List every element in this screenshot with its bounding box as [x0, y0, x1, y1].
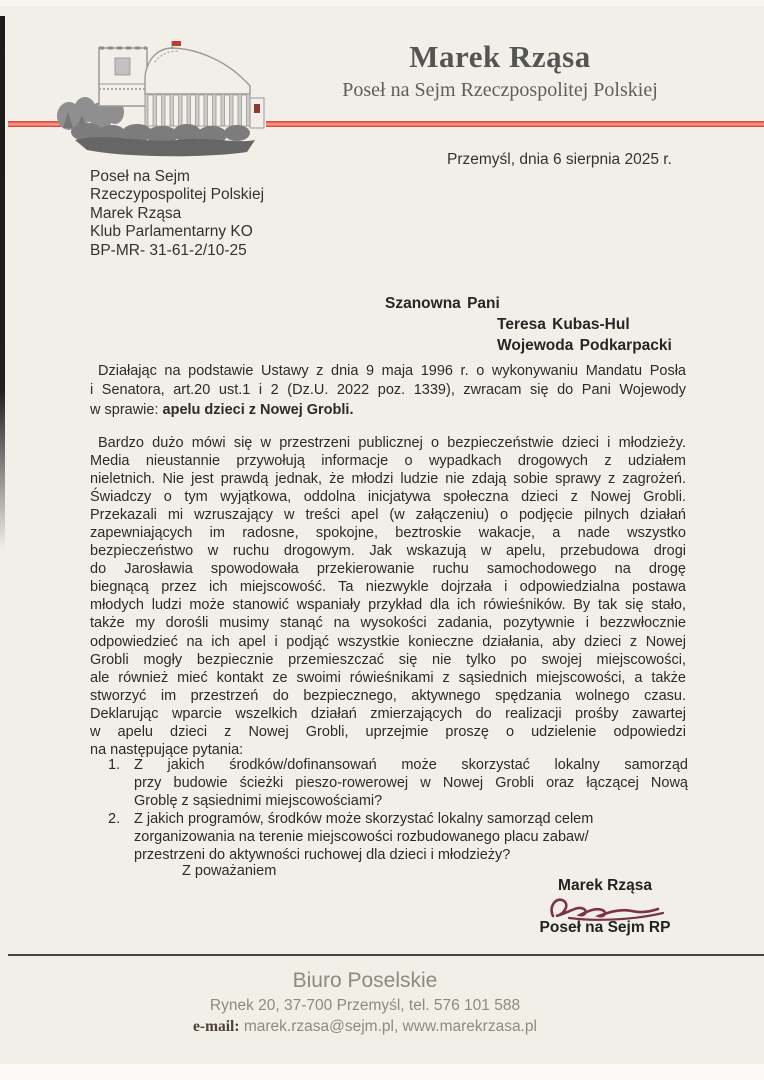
- footer-divider: [8, 954, 764, 956]
- question-item-1: [108, 756, 688, 810]
- handwritten-signature-icon: [541, 894, 669, 922]
- scan-edge-left: [0, 16, 5, 550]
- signature-title: Poseł na Sejm RP: [539, 919, 671, 936]
- signature-block: [510, 877, 700, 937]
- scan-edge-top: [0, 0, 764, 6]
- subject-bold: apelu dzieci z Nowej Grobli.: [162, 401, 354, 418]
- recipient-salutation: Szanowna Pani: [385, 295, 500, 312]
- signature-name: Marek Rząsa: [558, 877, 652, 894]
- email-value: marek.rzasa@sejm.pl, www.marekrzasa.pl: [243, 1018, 537, 1035]
- sender-block: Poseł na Sejm Rzeczypospolitej Polskiej Marek Rząsa Klub Parlamentarny KO BP-MR- 31-61-2/10-25: [90, 168, 265, 259]
- question-1-marker: 1.: [108, 757, 121, 773]
- dateline: Przemyśl, dnia 6 sierpnia 2025 r.: [447, 151, 672, 168]
- intro-subject-line: [90, 401, 686, 420]
- letterhead-subtitle: Poseł na Sejm Rzeczpospolitej Polskiej: [342, 79, 658, 101]
- question-2-marker: 2.: [108, 811, 121, 828]
- subject-prefix: w sprawie:: [90, 401, 163, 418]
- recipient-title: Wojewoda Podkarpacki: [497, 337, 672, 354]
- letterhead-red-rule-left: [8, 121, 62, 127]
- letterhead-name: Marek Rząsa: [409, 39, 591, 74]
- recipient-block: [385, 293, 672, 356]
- scan-edge-bottom: [0, 1064, 764, 1080]
- questions-list: [108, 756, 688, 864]
- intro-paragraph: [90, 362, 686, 420]
- question-1-text: Z jakich środków/dofinansowań może skorzystać lokalny samorząd przy budowie ścieżki pieszo-rowerowej w Nowej Grobli oraz łączącej Nową Groblę z sąsiednimi miejscowościami?: [134, 757, 688, 810]
- footer-address: Rynek 20, 37-700 Przemyśl, tel. 576 101 588: [209, 997, 521, 1014]
- body-paragraph: Bardzo dużo mówi się w przestrzeni publicznej o bezpieczeństwie dzieci i młodzieży. Media nieustannie przywołują informacje o wypadkach drogowych z udziałem nieletnich. Nie jest prawdą jednak, że młodzi ludzie nie zdają sobie sprawy z zagrożeń. Świadczy o tym wyjątkowa, oddolna inicjatywa społeczna dzieci z Nowej Grobli. Przekazali mi wzruszający w treści apel (w załączeniu) o podjęcie pilnych działań zapewniających im radosne, spokojne, beztroskie wakacje, a nade wszystko bezpieczeństwo w ruchu drogowym. Jak wskazują w apelu, przebudowa drogi do Jarosławia spowodowała przekierowanie ruchu samochodowego na drogę biegnącą przez ich miejscowość. Ta niezwykle dojrzała i odpowiedzialna postawa młodych ludzi może stanowić wspaniały przykład dla ich rówieśników. By tak się stało, także my dorośli musimy stanąć na wysokości zadania, pozytywnie i bezzwłocznie odpowiedzieć na ich apel i podjąć wszystkie konieczne działania, aby dzieci z Nowej Grobli mogły bezpiecznie przemieszczać się nie tylko po swojej miejscowości, ale również mieć kontakt ze swoimi rówieśnikami z sąsiednich miejscowości, a także stworzyć im przestrzeń do bezpiecznego, aktywnego spędzania wolnego czasu. Deklarując wparcie wszelkich działań zmierzających do realizacji prośby zawartej w apelu dzieci z Nowej Grobli, uprzejmie proszę o udzielenie odpowiedzi na następujące pytania:: [90, 435, 686, 758]
- footer-block: [58, 968, 672, 1037]
- footer-office-name: Biuro Poselskie: [292, 969, 438, 992]
- footer-contact-line: [58, 1017, 672, 1037]
- sejm-building-icon: [57, 40, 269, 162]
- recipient-name: Teresa Kubas-Hul: [497, 316, 630, 333]
- question-item-2: [108, 810, 688, 864]
- question-2-text: Z jakich programów, środków może skorzystać lokalny samorząd celem zorganizowania na terenie miejscowości rozbudowanego placu zabaw/ przestrzeni do aktywności ruchowej dla dzieci i młodzieży?: [134, 811, 594, 864]
- flag-icon: [172, 41, 181, 46]
- intro-lines: Działając na podstawie Ustawy z dnia 9 maja 1996 r. o wykonywaniu Mandatu Posła i Senatora, art.20 ust.1 i 2 (Dz.U. 2022 poz. 1339), zwracam się do Pani Wojewody: [90, 363, 686, 399]
- closing-phrase: Z poważaniem: [182, 863, 277, 879]
- letterhead-red-rule-right: [266, 121, 764, 127]
- letterhead: [280, 40, 720, 102]
- email-label: e-mail:: [193, 1018, 240, 1035]
